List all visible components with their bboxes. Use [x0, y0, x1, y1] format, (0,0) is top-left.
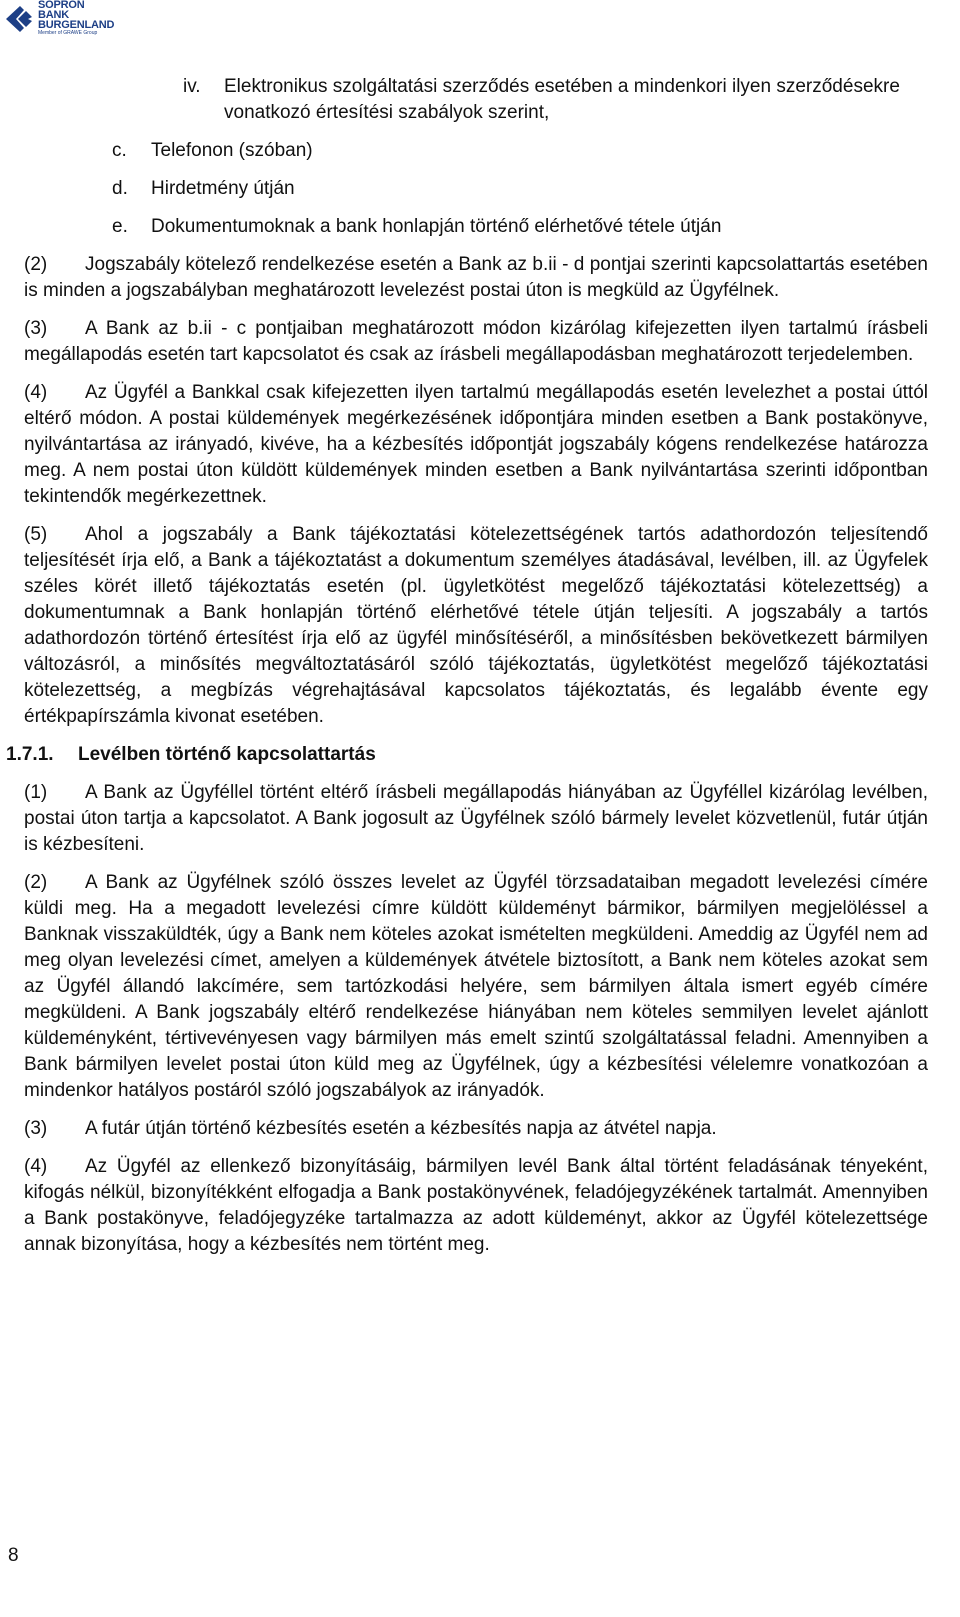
paragraph-3	[24, 316, 928, 368]
paragraph-5	[24, 522, 928, 730]
paragraph-text: Az Ügyfél az ellenkező bizonyításáig, bármilyen levél Bank által történt feladásának tényeként, kifogás nélkül, bizonyítékként elfogadja a Bank postakönyvének, feladójegyzékének tartalmát. Amennyiben a Bank postakönyve, feladójegyzéke tartalmazza az adott küldeményt, akkor az Ügyfél kötelezettsége annak bizonyítása, hogy a kézbesítés nem történt meg.	[24, 1156, 928, 1255]
paragraph-text: A Bank az b.ii - c pontjaiban meghatározott módon kizárólag kifejezetten ilyen tartalmú írásbeli megállapodás esetén tart kapcsolatot és csak az írásbeli megállapodásban meghatározott terjedelemben.	[24, 318, 928, 365]
paragraph-number: (3)	[24, 1118, 48, 1139]
paragraph-number: (4)	[24, 1156, 48, 1177]
list-marker: iv.	[183, 76, 201, 97]
section-heading	[6, 742, 928, 768]
list-item-e	[112, 214, 928, 240]
paragraph-text: A Bank az Ügyfélnek szóló összes levelet az Ügyfél törzsadataiban megadott levelezési címére küldi meg. Ha a megadott levelezési címre küldött küldeményt bármikor, bármilyen megjelöléssel a Banknak visszaküldték, úgy a Bank nem köteles azokat ismételten megküldeni. Ameddig az Ügyfél nem ad meg olyan levelezési címet, amelyen a küldemények átvétele biztosított, a Bank nem köteles azokat sem az Ügyfél állandó lakcímére, sem tartózkodási helyére, sem bármilyen általa ismert egyéb címére megküldeni. A Bank jogszabály eltérő rendelkezése hiányában nem köteles semmilyen levelet ajánlott küldeményként, tértivevényesen vagy bármilyen más emelt szintű szolgáltatással feladni. Amennyiben a Bank bármilyen levelet postai úton küld meg az Ügyfélnek, úgy a kézbesítési vélelemre vonatkozóan a mindenkor hatályos postáról szóló jogszabályok az irányadók.	[24, 872, 928, 1101]
paragraph-text: Ahol a jogszabály a Bank tájékoztatási kötelezettségének tartós adathordozón teljesítendő teljesítését írja elő, a Bank a tájékoztatást a dokumentum személyes átadásával, levélben, ill. az Ügyfelek széles körét illető tájékoztatás esetén (pl. ügyletkötést megelőző tájékoztatási kötelezettség) a dokumentumnak a Bank honlapján történő elérhetővé tétele útján teljesíti. A jogszabály a tartós adathordozón történő értesítést írja elő az ügyfél minősítéséről, a minősítésben bekövetkezett bármilyen változásról, a minősítés megváltoztatásáról szóló tájékoztatás, ügyletkötést megelőző tájékoztatási kötelezettség, a megbízás végrehajtásával kapcsolatos tájékoztatás, és legalább évente egy értékpapírszámla kivonat esetében.	[24, 524, 928, 727]
paragraph-4	[24, 380, 928, 510]
section-number: 1.7.1.	[6, 744, 54, 765]
logo-line-burgenland: BURGENLAND	[38, 19, 115, 31]
section-paragraph-4	[24, 1154, 928, 1258]
paragraph-number: (3)	[24, 318, 48, 339]
paragraph-text: A Bank az Ügyféllel történt eltérő írásbeli megállapodás hiányában az Ügyféllel kizárólag levélben, postai úton tartja a kapcsolatot. A Bank jogosult az Ügyfélnek szóló bármely levelet közvetlenül, futár útján is kézbesíteni.	[24, 782, 928, 855]
list-item-text: Hirdetmény útján	[151, 178, 295, 199]
paragraph-text: Jogszabály kötelező rendelkezése esetén a Bank az b.ii - d pontjai szerinti kapcsolattartás esetében is minden a jogszabályban meghatározott levelezést postai úton is megküld az Ügyfélnek.	[24, 254, 928, 301]
paragraph-number: (4)	[24, 382, 48, 403]
paragraph-number: (2)	[24, 872, 48, 893]
section-title: Levélben történő kapcsolattartás	[78, 744, 376, 765]
paragraph-number: (1)	[24, 782, 48, 803]
list-marker: d.	[112, 178, 128, 199]
list-item-text: Dokumentumoknak a bank honlapján történő elérhetővé tétele útján	[151, 216, 722, 237]
list-marker: e.	[112, 216, 128, 237]
logo-line-bank: BANK	[38, 9, 69, 21]
list-item-c	[112, 138, 928, 164]
list-item-text: Telefonon (szóban)	[151, 140, 313, 161]
section-paragraph-3	[24, 1116, 928, 1142]
paragraph-text: Az Ügyfél a Bankkal csak kifejezetten ilyen tartalmú megállapodás esetén levelezhet a postai úttól eltérő módon. A postai küldemények megérkezésének időpontjára minden esetben a Bank postakönyve, nyilvántartása az irányadó, kivéve, ha a kézbesítés időpontját jogszabály kógens rendelkezése határozza meg. A nem postai úton küldött küldemények minden esetben a Bank nyilvántartása szerinti időpontban tekintendők megérkezettnek.	[24, 382, 928, 507]
bank-logo	[4, 0, 124, 40]
paragraph-text: A futár útján történő kézbesítés esetén a kézbesítés napja az átvétel napja.	[85, 1118, 717, 1139]
paragraph-2	[24, 252, 928, 304]
document-body	[6, 74, 928, 1270]
bank-logo-icon	[4, 4, 34, 34]
logo-line-sopron: SOPRON	[38, 0, 85, 11]
list-item-iv	[183, 74, 928, 126]
section-paragraph-1	[24, 780, 928, 858]
page-number: 8	[8, 1545, 19, 1566]
bank-logo-text	[38, 0, 114, 37]
paragraph-number: (5)	[24, 524, 48, 545]
paragraph-number: (2)	[24, 254, 48, 275]
list-item-d	[112, 176, 928, 202]
list-marker: c.	[112, 140, 127, 161]
section-paragraph-2	[24, 870, 928, 1104]
list-item-text: Elektronikus szolgáltatási szerződés esetében a mindenkori ilyen szerződésekre vonatkozó értesítési szabályok szerint,	[224, 76, 900, 123]
logo-line-member: Member of GRAWE Group	[38, 30, 98, 36]
